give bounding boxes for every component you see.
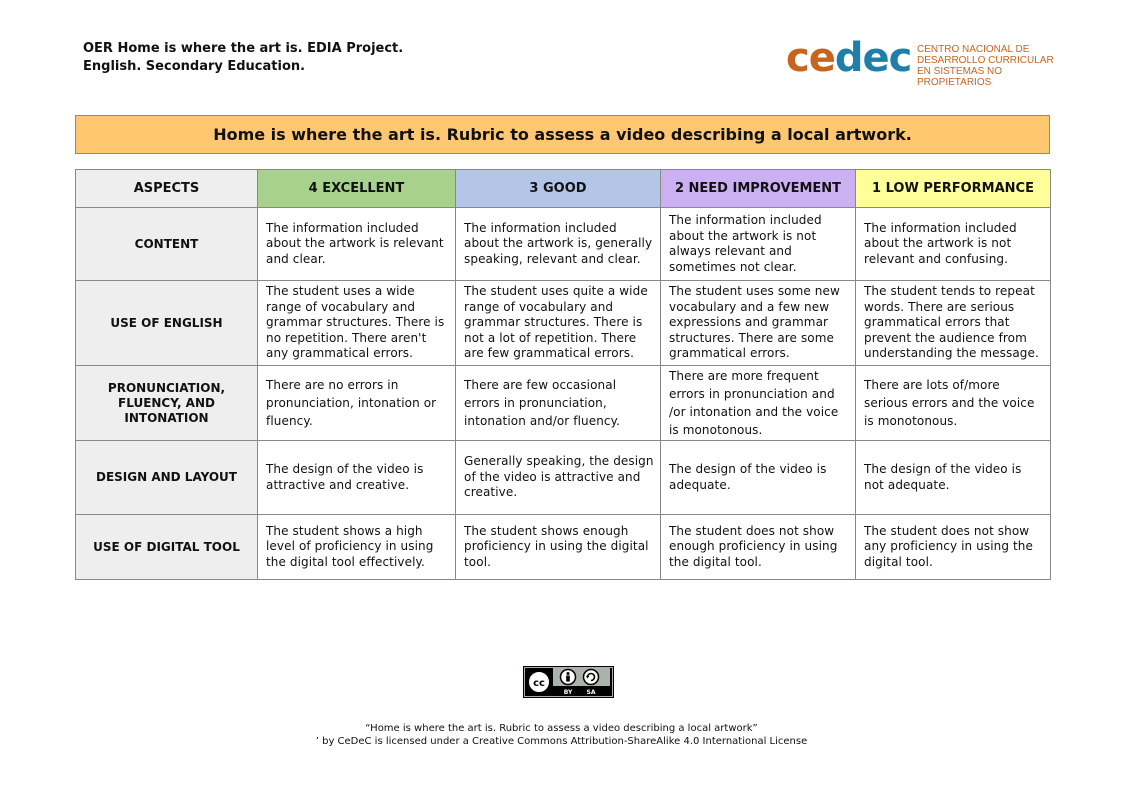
column-header-low-performance: 1 LOW PERFORMANCE [856,170,1051,208]
rubric-title: Home is where the art is. Rubric to assess a video describing a local artwork. [75,115,1050,154]
rubric-cell: The information included about the artwork is not always relevant and sometimes not clear. [661,208,856,281]
rubric-cell: There are few occasional errors in pronunciation, intonation and/or fluency. [456,366,661,441]
rubric-cell: There are more frequent errors in pronunciation and /or intonation and the voice is monotonous. [661,366,856,441]
share-alike-icon [584,670,599,685]
rubric-cell: The student shows enough proficiency in using the digital tool. [456,515,661,580]
aspect-label: USE OF ENGLISH [76,281,258,366]
column-header-good: 3 GOOD [456,170,661,208]
column-header-aspects: ASPECTS [76,170,258,208]
rubric-cell: The student uses some new vocabulary and a few new expressions and grammar structures. There are some grammatical errors. [661,281,856,366]
sa-label: SA [586,689,596,696]
license-footer [0,722,1123,748]
column-header-excellent: 4 EXCELLENT [258,170,456,208]
aspect-label: PRONUNCIATION, FLUENCY, AND INTONATION [76,366,258,441]
column-header-need-improvement: 2 NEED IMPROVEMENT [661,170,856,208]
table-row [76,281,1051,366]
rubric-cell: The design of the video is adequate. [661,441,856,515]
rubric-cell: The student does not show any proficiency in using the digital tool. [856,515,1051,580]
document-header [83,40,403,76]
rubric-cell: The design of the video is attractive and creative. [258,441,456,515]
rubric-cell: There are no errors in pronunciation, intonation or fluency. [258,366,456,441]
aspect-label: USE OF DIGITAL TOOL [76,515,258,580]
footer-line-2: ’ by CeDeC is licensed under a Creative Commons Attribution-ShareAlike 4.0 International License [315,736,808,747]
table-row [76,441,1051,515]
table-row [76,366,1051,441]
cedec-logo-subtitle: CENTRO NACIONAL DE DESARROLLO CURRICULAR EN SISTEMAS NO PROPIETARIOS [917,44,1054,88]
rubric-cell: The student tends to repeat words. There are serious grammatical errors that prevent the audience from understanding the message. [856,281,1051,366]
rubric-cell: The information included about the artwork is relevant and clear. [258,208,456,281]
rubric-cell: Generally speaking, the design of the video is attractive and creative. [456,441,661,515]
cc-icon-text: cc [533,678,545,689]
rubric-cell: The student uses quite a wide range of vocabulary and grammar structures. There is not a lot of repetition. There are few grammatical errors. [456,281,661,366]
cc-by-sa-license-badge[interactable] [523,666,614,698]
rubric-cell: The information included about the artwork is, generally speaking, relevant and clear. [456,208,661,281]
rubric-cell: The information included about the artwork is not relevant and confusing. [856,208,1051,281]
rubric-cell: The student shows a high level of proficiency in using the digital tool effectively. [258,515,456,580]
rubric-cell: There are lots of/more serious errors and the voice is monotonous. [856,366,1051,441]
rubric-table [75,169,1051,580]
table-row [76,515,1051,580]
rubric-cell: The student uses a wide range of vocabulary and grammar structures. There is no repetition. There aren't any grammatical errors. [258,281,456,366]
aspect-label: CONTENT [76,208,258,281]
by-label: BY [563,689,573,696]
header-line-1: OER Home is where the art is. EDIA Project. [83,41,404,56]
table-row [76,208,1051,281]
header-row [76,170,1051,208]
cedec-logo-wordmark: cedec [786,35,912,81]
footer-line-1: “Home is where the art is. Rubric to assess a video describing a local artwork” [365,723,758,734]
rubric-cell: The design of the video is not adequate. [856,441,1051,515]
aspect-label: DESIGN AND LAYOUT [76,441,258,515]
header-line-2: English. Secondary Education. [83,59,306,74]
rubric-cell: The student does not show enough proficiency in using the digital tool. [661,515,856,580]
